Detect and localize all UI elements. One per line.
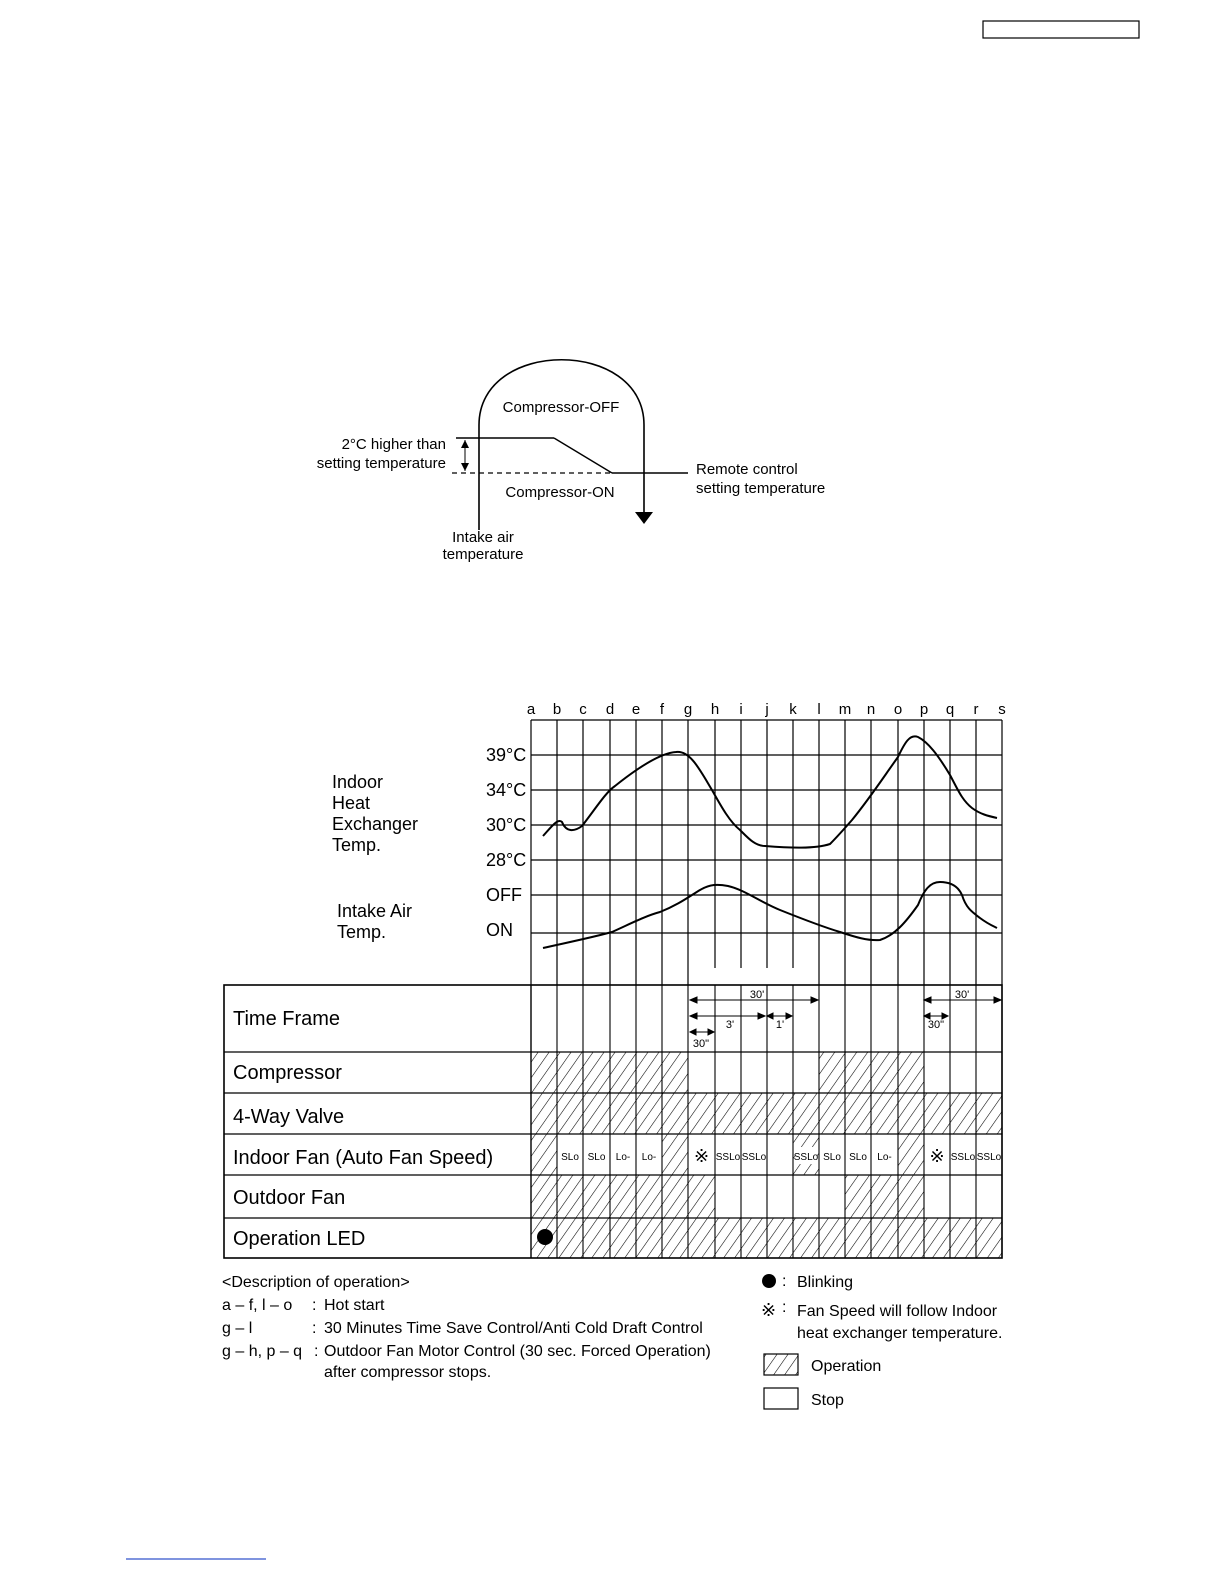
intake-label-line2: temperature xyxy=(442,546,524,563)
legend-blink-dot xyxy=(762,1274,776,1288)
level-on: ON xyxy=(486,920,513,940)
heat-exchanger-temp-curve xyxy=(543,736,997,847)
column-letter-h: h xyxy=(710,701,720,718)
column-letter-e: e xyxy=(631,701,641,718)
column-letter-g: g xyxy=(683,701,693,718)
heat-exchanger-label-2: Heat xyxy=(332,793,371,813)
indoor-fan-speed-label: SSLo xyxy=(741,1152,767,1163)
compressor-off-label: Compressor-OFF xyxy=(502,399,620,416)
timing-chart xyxy=(224,701,1006,1258)
indoor-fan-speed-label: SSLo xyxy=(715,1152,741,1163)
level-28c: 28°C xyxy=(486,850,527,870)
operation-hatch-cell xyxy=(662,1134,688,1175)
level-39c: 39°C xyxy=(486,745,527,765)
column-letter-c: c xyxy=(579,701,587,718)
indoor-fan-speed-label: ※ xyxy=(693,1146,710,1166)
threshold-slope-line xyxy=(554,438,612,473)
indoor-fan-speed-label: SSLo xyxy=(793,1152,819,1163)
indoor-fan-speed-label: SLo xyxy=(823,1152,841,1163)
column-letter-d: d xyxy=(605,701,615,718)
legend-note-symbol: ※ xyxy=(761,1300,777,1320)
down-arrow-head xyxy=(635,512,653,524)
remote-label-line2: setting temperature xyxy=(696,480,826,497)
description-text-3: Outdoor Fan Motor Control (30 sec. Forced Operation) xyxy=(324,1343,711,1360)
indoor-fan-speed-label: Lo- xyxy=(641,1152,657,1163)
indoor-fan-speed-label: ※ xyxy=(929,1146,945,1166)
row-label-outdoor-fan: Outdoor Fan xyxy=(233,1187,346,1209)
row-label-4-way-valve: 4-Way Valve xyxy=(233,1106,345,1128)
legend-note-line1: Fan Speed will follow Indoor xyxy=(797,1303,998,1320)
column-letter-i: i xyxy=(739,701,743,718)
intake-air-temp-curve xyxy=(543,882,997,948)
indoor-fan-speed-label: Lo- xyxy=(877,1152,892,1163)
time-label-p-to-q: 30" xyxy=(927,1019,945,1031)
indoor-fan-speed-label: SLo xyxy=(587,1152,606,1163)
legend-note-colon: : xyxy=(782,1299,787,1316)
column-letter-k: k xyxy=(789,701,797,718)
operation-hatch-cell xyxy=(898,1134,924,1175)
differential-arrow-up xyxy=(461,440,469,448)
intake-air-label-2: Temp. xyxy=(337,922,387,942)
legend-note-line2: heat exchanger temperature. xyxy=(797,1325,1003,1342)
row-label-time-frame: Time Frame xyxy=(233,1008,341,1030)
description-sep-2: : xyxy=(312,1320,317,1337)
description-text-2: 30 Minutes Time Save Control/Anti Cold Draft Control xyxy=(324,1320,703,1337)
column-letters xyxy=(527,701,1006,718)
intake-label-line1: Intake air xyxy=(452,529,514,546)
heat-exchanger-label-4: Temp. xyxy=(332,835,382,855)
grid-verticals xyxy=(531,720,1002,985)
column-letter-p: p xyxy=(919,701,929,718)
level-30c: 30°C xyxy=(486,815,527,835)
intake-air-curve xyxy=(479,360,644,530)
column-letter-n: n xyxy=(866,701,876,718)
legend-blinking-label: Blinking xyxy=(797,1274,854,1291)
column-letter-s: s xyxy=(998,701,1006,718)
differential-arrow-down xyxy=(461,463,469,471)
column-letter-l: l xyxy=(817,701,821,718)
time-label-g-to-h: 30" xyxy=(692,1038,710,1050)
operation-hatch-cell xyxy=(845,1175,924,1218)
time-label-g-to-l: 30' xyxy=(749,989,765,1001)
remote-label-line1: Remote control xyxy=(696,461,798,478)
legend xyxy=(761,1273,1002,1409)
description-sep-1: : xyxy=(312,1297,317,1314)
legend-stop-swatch xyxy=(764,1388,798,1409)
indoor-fan-speed-label: SSLo xyxy=(950,1152,976,1163)
legend-operation-swatch xyxy=(764,1354,798,1375)
time-label-g-to-i: 3' xyxy=(725,1019,735,1031)
indoor-fan-speed-label: SSLo xyxy=(976,1152,1002,1163)
intake-air-label-1: Intake Air xyxy=(337,901,413,921)
operation-led-blink-dot xyxy=(537,1229,553,1245)
description-text-1: Hot start xyxy=(324,1297,385,1314)
legend-blink-colon: : xyxy=(782,1273,787,1290)
heat-exchanger-label-1: Indoor xyxy=(332,772,384,792)
legend-stop-label: Stop xyxy=(811,1392,844,1409)
description-key-2: g – l xyxy=(222,1320,253,1337)
column-letter-m: m xyxy=(838,701,852,718)
description-key-3: g – h, p – q xyxy=(222,1343,303,1360)
level-34c: 34°C xyxy=(486,780,527,800)
column-letter-r: r xyxy=(973,701,979,718)
compressor-diagram xyxy=(317,360,826,563)
level-off: OFF xyxy=(486,885,522,905)
row-label-operation-led: Operation LED xyxy=(233,1228,366,1250)
indoor-fan-speed-label: SLo xyxy=(561,1152,579,1163)
upper-label-line2: setting temperature xyxy=(316,455,446,472)
column-letter-b: b xyxy=(552,701,562,718)
column-letter-o: o xyxy=(893,701,903,718)
operation-hatch-cell xyxy=(531,1175,715,1218)
description-sep-3: : xyxy=(314,1343,319,1360)
row-label-compressor: Compressor xyxy=(233,1062,342,1084)
indoor-fan-labels xyxy=(559,1146,1002,1166)
column-letter-j: j xyxy=(765,701,769,718)
time-label-j-to-k: 1' xyxy=(775,1019,785,1031)
operation-hatch-cell xyxy=(531,1134,557,1175)
time-label-p-to-s: 30' xyxy=(954,989,970,1001)
description-continuation: after compressor stops. xyxy=(324,1364,492,1381)
indoor-fan-speed-label: SLo xyxy=(849,1152,867,1163)
row-label-indoor-fan: Indoor Fan (Auto Fan Speed) xyxy=(233,1147,494,1169)
compressor-on-label: Compressor-ON xyxy=(505,484,615,501)
description-block xyxy=(222,1274,711,1381)
description-key-1: a – f, l – o xyxy=(222,1297,293,1314)
upper-label-line1: 2°C higher than xyxy=(341,436,446,453)
heat-exchanger-label-3: Exchanger xyxy=(332,814,419,834)
column-letter-a: a xyxy=(526,701,536,718)
description-title: <Description of operation> xyxy=(222,1274,410,1291)
column-letter-q: q xyxy=(945,701,955,718)
header-box xyxy=(983,21,1139,38)
indoor-fan-speed-label: Lo- xyxy=(615,1152,631,1163)
legend-operation-label: Operation xyxy=(811,1358,882,1375)
column-letter-f: f xyxy=(659,701,665,718)
